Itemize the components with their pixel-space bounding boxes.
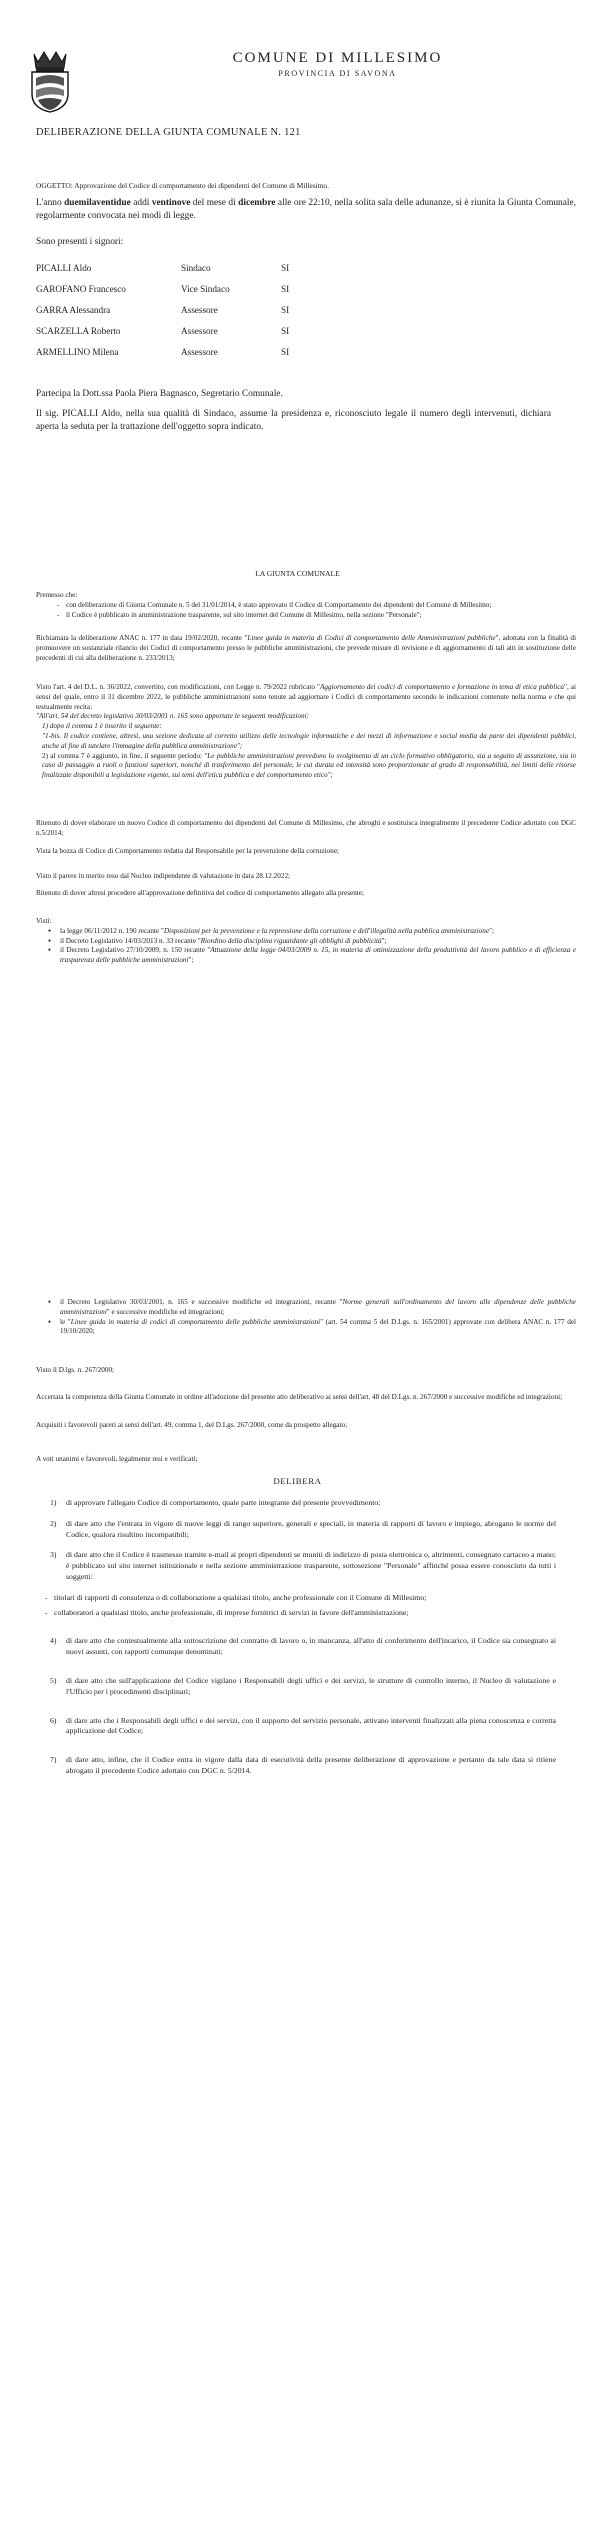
- delibera-item: 6) di dare atto che i Responsabili degli uffici e dei servizi, con il supporto del servizio personale, attivano interventi finalizzati alla piena conoscenza e corretta applicazione del Codice;: [50, 1715, 556, 1736]
- vista-bozza-paragraph: Vista la bozza di Codice di Comportamento redatta dal Responsabile per la prevenzione della corruzione;: [36, 847, 339, 855]
- list-item: ● le "Linee guida in materia di codici di comportamento delle pubbliche amministrazioni" (art. 54 comma 5 del D.Lgs. n. 165/2001) approvate con delibera ANAC n. 177 del 19/10/2020;: [42, 1318, 576, 1338]
- delibera-item: 3) di dare atto che il Codice è trasmesso tramite e-mail ai propri dipendenti se muniti di indirizzo di posta elettronica o, altrimenti, consegnato cartaceo a mano; è pubblicato sul sito internet istituzionale e nella sezione amministrazione trasparente, sottosezione "Personale" affinché possa essere conosciuto da tutti i soggetti:: [50, 1550, 556, 1581]
- list-item: ● la legge 06/11/2012 n. 190 recante "Disposizioni per la prevenzione e la repressione della corruzione e dell'illegalità nella pubblica amministrazione";: [42, 927, 576, 937]
- richiamata-paragraph: Richiamata la deliberazione ANAC n. 177 in data 19/02/2020, recante "Linee guida in materia di Codici di comportamento delle Amministrazioni pubbliche", adottata con la finalità di promuovere un sostanziale rilancio dei Codici di comportamento presso le pubbliche amministrazioni, che prevede misure di revisione e di aggiornamento di tali atti in sostituzione delle precedenti di cui alla deliberazione n. 233/2013;: [36, 634, 576, 662]
- visto-dlgs-line: Visto il D.lgs. n. 267/2000;: [36, 1366, 115, 1374]
- visti-block: [36, 917, 576, 966]
- header-block: [120, 50, 555, 78]
- member-row: ARMELLINO Milena Assessore SI: [36, 347, 290, 357]
- accertata-paragraph: Accertata la competenza della Giunta Comunale in ordine all'adozione del presente atto deliberativo ai sensi dell'art. 48 del D.Lgs. n. 267/2000 e successive modifiche ed integrazioni;: [36, 1393, 563, 1401]
- visto-parere-paragraph: Visto il parere in merito reso dal Nucleo indipendente di valutazione in data 28.12.2022;: [36, 872, 291, 880]
- list-item: ● il Decreto Legislativo 30/03/2001, n. 165 e successive modifiche ed integrazioni, recante "Norme generali sull'ordinamento del lavoro alle dipendenze delle pubbliche amministrazioni" e successive modifiche ed integrazioni;: [42, 1298, 576, 1318]
- visti2-block: [36, 1298, 576, 1337]
- list-item: ● il Decreto Legislativo 14/03/2013 n. 33 recante "Riordino della disciplina riguardante gli obblighi di pubblicità";: [42, 937, 576, 947]
- visto-dl-paragraph: Visto l'art. 4 del D.L. n. 36/2022, convertito, con modificazioni, con Legge n. 79/2022 rubricato "Aggiornamento dei codici di comportamento e formazione in tema di etica pubblica", ai sensi del quale, entro il 31 dicembre 2022, le pubbliche amministrazioni sono tenute ad aggiornare i Codici di comportamento secondo le indicazioni contenute nella norma e che qui testualmente recita: "All'art. 54 del decreto legislativo 30/03/2001 n. 165 sono apportate le seguenti modificazioni: 1) dopo il comma 1 è inserito il seguente: "1-bis. Il codice contiene, altresì, una sezione dedicata al corretto utilizzo delle tecnologie informatiche e dei mezzi di informazione e social media da parte dei dipendenti pubblici, anche al fine di tutelare l'immagine della pubblica amministrazione"; 2) al comma 7 è aggiunto, in fine, il seguente periodo: "Le pubbliche amministrazioni prevedono lo svolgimento di un ciclo formativo obbligatorio, sia a seguito di assunzione, sia in caso di passaggio a ruoli o funzioni superiori, nonché di trasferimento del personale, le cui durata ed intensità sono proporzionate al grado di responsabilità, nei limiti delle risorse finalizzate disponibili a legislazione vigente, sui temi dell'etica pubblica e del comportamento etico";: [36, 683, 576, 780]
- member-row: GAROFANO Francesco Vice Sindaco SI: [36, 284, 290, 294]
- list-item: - titolari di rapporti di consulenza o di collaborazione a qualsiasi titolo, anche professionale con il Comune di Millesimo;: [42, 1593, 556, 1604]
- delibera-item: 4) di dare atto che contestualmente alla sottoscrizione del contratto di lavoro o, in mancanza, all'atto di conferimento dell'incarico, il Codice sia consegnato ai nuovi assunti, con rapporti comunque denominati;: [50, 1636, 556, 1657]
- list-item: - il Codice è pubblicato in amministrazione trasparente, sul sito internet del Comune di Millesimo, nella sezione "Personale";: [54, 611, 576, 621]
- list-item: - con deliberazione di Giunta Comunale n. 5 del 31/01/2014, è stato approvato il Codice di Comportamento dei dipendenti del Comune di Millesimo;: [54, 601, 576, 611]
- visti-label: Visti:: [36, 917, 52, 925]
- member-row: SCARZELLA Roberto Assessore SI: [36, 326, 290, 336]
- members-list: [36, 262, 436, 367]
- delibera-item: 5) di dare atto che sull'applicazione del Codice vigilano i Responsabili degli uffici e dei servizi, le strutture di controllo interno, il Nucleo di valutazione e l'Ufficio per i procedimenti disciplinari;: [50, 1675, 556, 1696]
- member-row: GARRA Alessandra Assessore SI: [36, 305, 290, 315]
- member-row: PICALLI Aldo Sindaco SI: [36, 263, 290, 273]
- segretario-line: Partecipa la Dott.ssa Paola Piera Bagnasco, Segretario Comunale.: [36, 389, 283, 399]
- presenti-label: Sono presenti i signori:: [36, 237, 124, 247]
- premesso-label: Premesso che:: [36, 591, 78, 599]
- delibera-item: 7) di dare atto, infine, che il Codice entra in vigore dalla data di esecutività della presente deliberazione di approvazione e pertanto da tale data si ritiene abrogato il precedente Codice adottato con DGC n. 5/2014.: [50, 1755, 556, 1775]
- delibera-heading: DELIBERA: [273, 1476, 322, 1486]
- delibera-item: 1) di approvare l'allegato Codice di comportamento, quale parte integrante del presente provvedimento;: [50, 1498, 381, 1507]
- delibera-list: [36, 1498, 556, 1777]
- ritenuto-paragraph: Ritenuto di dover elaborare un nuovo Codice di comportamento dei dipendenti del Comune di Millesimo, che abroghi e sostituisca integralmente il precedente Codice adottato con DGC n.5/2014;: [36, 819, 576, 837]
- premesso-block: [36, 591, 576, 620]
- list-item: - collaboratori a qualsiasi titolo, anche professionale, di imprese fornitrici di servizi in favore dell'amministrazione;: [42, 1608, 556, 1619]
- comune-name: COMUNE DI MILLESIMO: [232, 50, 443, 66]
- list-item: ● il Decreto Legislativo 27/10/2009, n. 150 recante "Attuazione della legge 04/03/2009 n. 15, in materia di ottimizzazione della produttività del lavoro pubblico e di efficienza e trasparenza delle pubbliche amministrazioni";: [42, 946, 576, 966]
- presidenza-paragraph: Il sig. PICALLI Aldo, nella sua qualità di Sindaco, assume la presidenza e, riconosciuto legale il numero degli intervenuti, dichiara aperta la seduta per la trattazione dell'oggetto sopra indicato.: [36, 409, 551, 432]
- municipal-crest-icon: [28, 50, 72, 114]
- acquisiti-paragraph: Acquisiti i favorevoli pareri ai sensi dell'art. 49, comma 1, del D.Lgs. 267/2000, come da prospetto allegato;: [36, 1421, 348, 1429]
- voti-line: A voti unanimi e favorevoli, legalmente resi e verificati;: [36, 1455, 198, 1463]
- provincia-name: PROVINCIA DI SAVONA: [278, 69, 397, 78]
- intro-paragraph: L'anno duemilaventidue addì ventinove del mese di dicembre alle ore 22:10, nella solita sala delle adunanze, si è riunita la Giunta Comunale, regolarmente convocata nei modi di legge.: [36, 198, 577, 221]
- oggetto: OGGETTO: Approvazione del Codice di comportamento dei dipendenti del Comune di Millesimo.: [36, 181, 329, 190]
- ritenuto2-paragraph: Ritenuto di dover altresì procedere all'approvazione definitiva del codice di comportamento allegato alla presente;: [36, 889, 364, 897]
- giunta-heading: LA GIUNTA COMUNALE: [255, 569, 340, 578]
- delibera-item: 2) di dare atto che l'entrata in vigore di nuove leggi di rango superiore, generali e speciali, in materia di rapporti di lavoro e impiego, abrogano le norme del Codice, qualora risultino incompatibili;: [50, 1518, 556, 1539]
- delib-title: DELIBERAZIONE DELLA GIUNTA COMUNALE N. 121: [36, 127, 301, 138]
